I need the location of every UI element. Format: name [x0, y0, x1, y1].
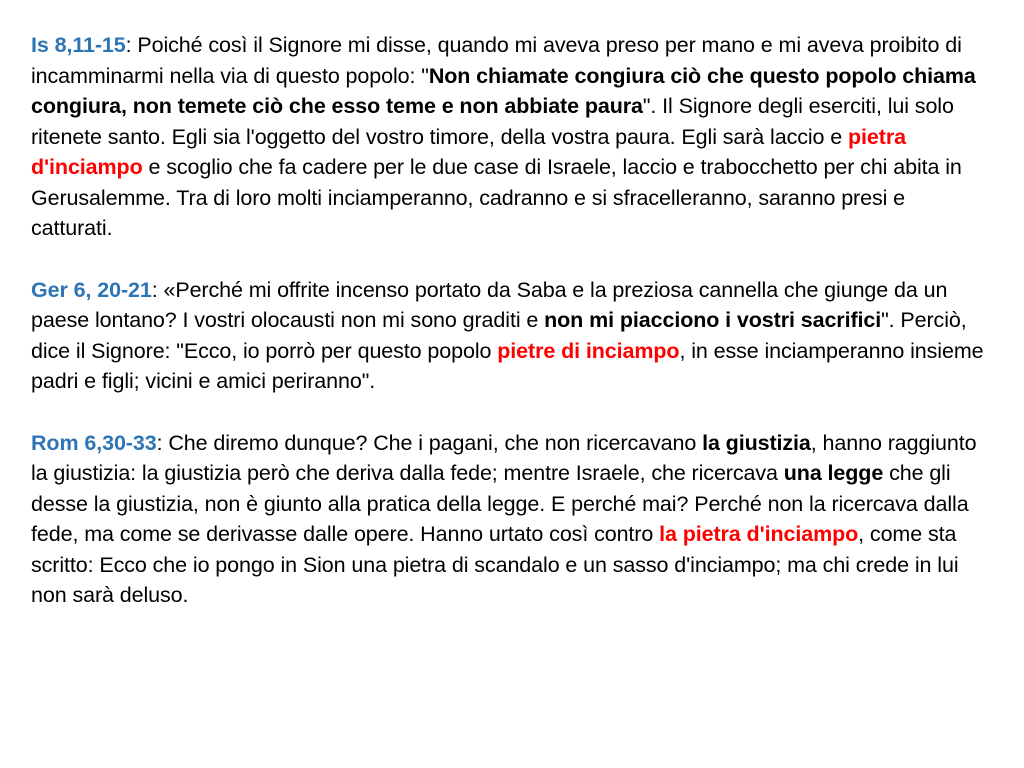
text-segment: : Che diremo dunque? Che i pagani, che non ricercavano: [156, 430, 703, 455]
text-segment: ". Il Signore degli eserciti, lui solo ritenete santo. Egli sia l'oggetto del vostro timore, della vostra paura. Egli sarà laccio e: [31, 94, 954, 149]
text-segment: e scoglio che fa cadere per le due case di Israele, laccio e trabocchetto per chi abita in Gerusalemme. Tra di loro molti inciamperanno, cadranno e si sfracelleranno, saranno presi e catturati.: [31, 155, 962, 240]
text-segment: : «Perché mi offrite incenso portato da Saba e la preziosa cannella che giunge da un paese lontano? I vostri olocausti non mi sono graditi e: [31, 277, 948, 332]
paragraph-romans: [31, 428, 988, 611]
bold-phrase: la giustizia: [702, 430, 811, 455]
text-segment: ". Perciò, dice il Signore: "Ecco, io porrò per questo popolo: [31, 308, 967, 363]
text-segment: che gli desse la giustizia, non è giunto alla pratica della legge. E perché mai? Perché non la ricercava dalla fede, ma come se derivasse dalle opere. Hanno urtato così contro: [31, 461, 969, 546]
text-segment: , in esse inciamperanno insieme padri e figli; vicini e amici periranno".: [31, 338, 984, 393]
highlighted-phrase: pietre di inciampo: [497, 338, 680, 363]
highlighted-phrase: pietra d'inciampo: [31, 124, 906, 179]
bold-phrase: non mi piacciono i vostri sacrifici: [544, 308, 882, 332]
bible-reference: Ger 6, 20-21: [31, 277, 152, 302]
paragraph-isaiah: [31, 30, 988, 244]
bible-reference: Rom 6,30-33: [31, 430, 157, 455]
bold-phrase: una legge: [783, 461, 884, 485]
text-segment: , hanno raggiunto la giustizia: la giustizia però che deriva dalla fede; mentre Israele, che ricercava: [31, 430, 977, 485]
highlighted-phrase: la pietra d'inciampo: [659, 522, 859, 546]
text-segment: : Poiché così il Signore mi disse, quando mi aveva preso per mano e mi aveva proibito di incamminarmi nella via di questo popolo: ": [31, 33, 962, 88]
paragraph-jeremiah: [31, 275, 988, 397]
bible-reference: Is 8,11-15: [31, 33, 126, 57]
text-segment: , come sta scritto: Ecco che io pongo in Sion una pietra di scandalo e un sasso d'inciampo; ma chi crede in lui non sarà deluso.: [31, 522, 959, 607]
bold-quote: Non chiamate congiura ciò che questo popolo chiama congiura, non temete ciò che esso teme e non abbiate paura: [31, 63, 976, 118]
